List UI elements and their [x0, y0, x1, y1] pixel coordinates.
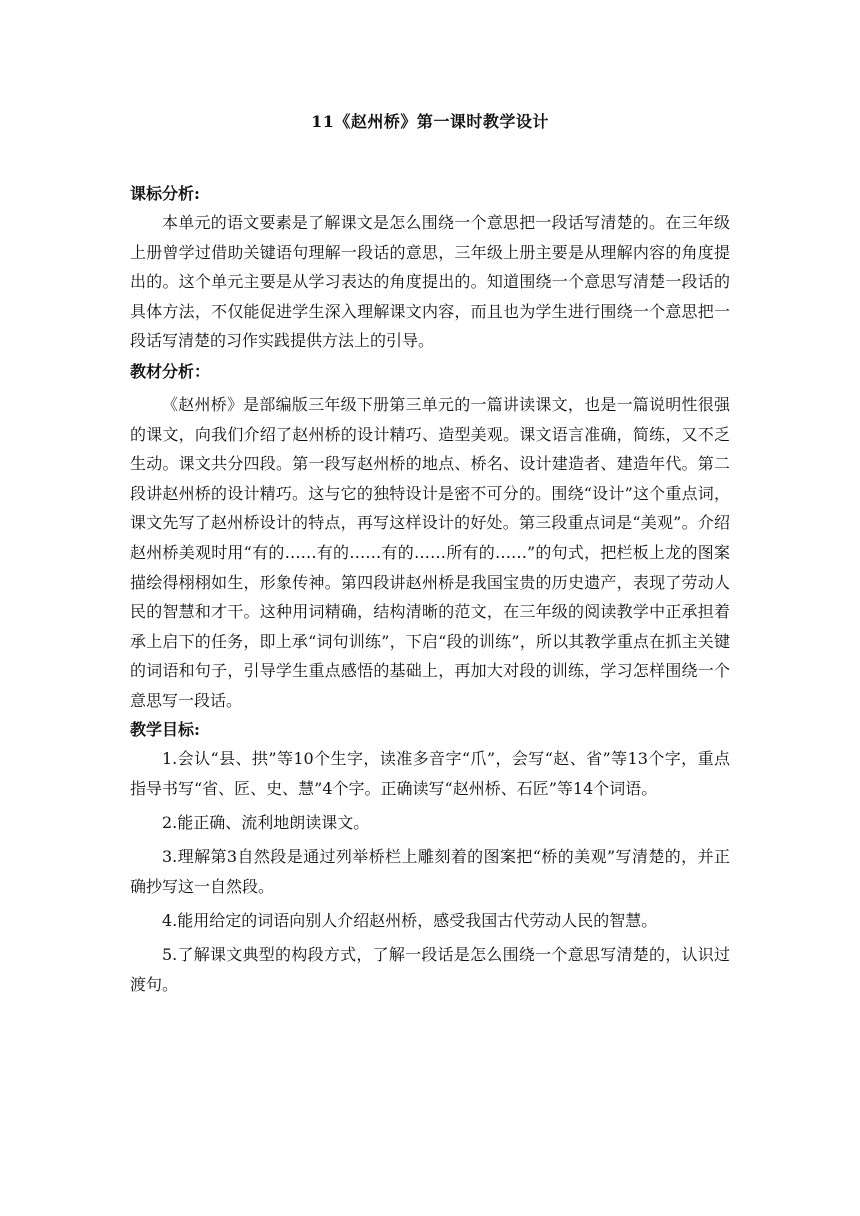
objective-item-4: 4.能用给定的词语向别人介绍赵州桥，感受我国古代劳动人民的智慧。 — [162, 910, 658, 930]
objective-item-3: 3.理解第3自然段是通过列举桥栏上雕刻着的图案把“桥的美观”写清楚的，并正确抄写这一自然段。 — [130, 846, 730, 896]
curriculum-analysis-paragraph: 本单元的语文要素是了解课文是怎么围绕一个意思把一段话写清楚的。在三年级上册曾学过借助关键语句理解一段话的意思，三年级上册主要是从理解内容的角度提出的。这个单元主要是从学习表达的角度提出的。知道围绕一个意思写清楚一段话的具体方法，不仅能促进学生深入理解课文内容，而且也为学生进行围绕一个意思把一段话写清楚的习作实践提供方法上的引导。 — [130, 213, 730, 351]
document-title: 11《赵州桥》第一课时教学设计 — [311, 112, 549, 131]
curriculum-analysis-heading: 课标分析: — [130, 184, 200, 203]
objective-item-5: 5.了解课文典型的构段方式，了解一段话是怎么围绕一个意思写清楚的，认识过渡句。 — [130, 944, 730, 994]
objective-item-2: 2.能正确、流利地朗读课文。 — [162, 812, 370, 832]
document-body — [130, 108, 730, 1004]
objective-item-1: 1.会认“县、拱”等10个生字，读准多音字“爪”，会写“赵、省”等13个字，重点指导书写“省、匠、史、慧”4个字。正确读写“赵州桥、石匠”等14个词语。 — [130, 748, 730, 798]
textbook-analysis-paragraph: 《赵州桥》是部编版三年级下册第三单元的一篇讲读课文，也是一篇说明性很强的课文，向我们介绍了赵州桥的设计精巧、造型美观。课文语言准确，简练，又不乏生动。课文共分四段。第一段写赵州桥的地点、桥名、设计建造者、建造年代。第二段讲赵州桥的设计精巧。这与它的独特设计是密不可分的。围绕“设计”这个重点词，课文先写了赵州桥设计的特点，再写这样设计的好处。第三段重点词是“美观”。介绍赵州桥美观时用“有的……有的……有的……所有的……”的句式，把栏板上龙的图案描绘得栩栩如生，形象传神。第四段讲赵州桥是我国宝贵的历史遗产，表现了劳动人民的智慧和才干。这种用词精确，结构清晰的范文，在三年级的阅读教学中正承担着承上启下的任务，即上承“词句训练”，下启“段的训练”，所以其教学重点在抓主关键的词语和句子，引导学生重点感悟的基础上，再加大对段的训练，学习怎样围绕一个意思写一段话。 — [130, 394, 730, 710]
textbook-analysis-heading: 教材分析： — [130, 361, 211, 381]
teaching-objectives-heading: 教学目标: — [130, 719, 200, 739]
teaching-objectives-list — [130, 744, 730, 1000]
